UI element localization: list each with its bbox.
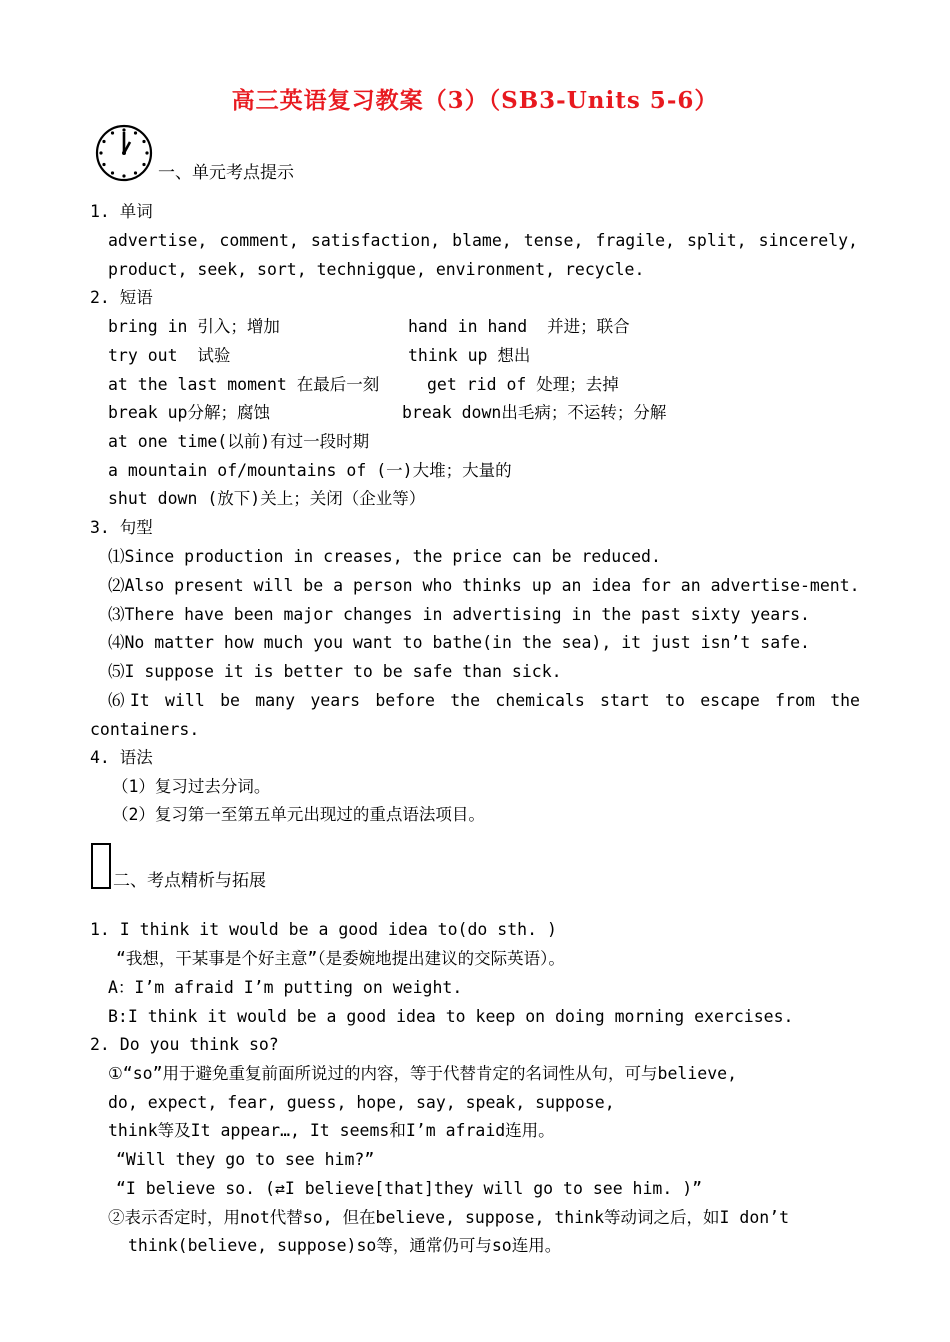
grammar-heading: 4. 语法 (90, 748, 153, 767)
phrase-left: a mountain of/mountains of (一)大堆；大量的 (108, 461, 512, 480)
pattern-sentence-6-cont: containers. (90, 720, 200, 739)
phrase-left: shut down (放下)关上；关闭（企业等） (108, 489, 426, 508)
note-1-line-1: ①“so”用于避免重复前面所说过的内容，等于代替肯定的名词性从句，可与believe, (108, 1064, 737, 1083)
clock-icon (95, 124, 153, 182)
phrase-left: at one time(以前)有过一段时期 (108, 432, 370, 451)
square-box-icon (91, 843, 111, 889)
note-2-line-1: ②表示否定时，用not代替so, 但在believe, suppose, think等动词之后，如I don’t (108, 1208, 790, 1227)
dialog-line-b: B:I think it would be a good idea to keep on doing morning exercises. (108, 1007, 794, 1026)
note-1-line-2: do, expect, fear, guess, hope, say, speak, suppose, (108, 1093, 615, 1112)
section2-heading: 二、考点精析与拓展 (113, 871, 266, 891)
pattern-sentence-1: ⑴Since production in creases, the price can be reduced. (108, 547, 661, 566)
example-answer: “I believe so. (⇄I believe[that]they will go to see him. )” (116, 1179, 703, 1198)
phrase-left: at the last moment 在最后一刻 (108, 375, 380, 394)
phrase-right: break down出毛病；不运转；分解 (402, 403, 667, 422)
phrase-left: break up分解；腐蚀 (108, 403, 270, 422)
pattern-sentence-3: ⑶There have been major changes in advertising in the past sixty years. (108, 605, 810, 624)
phrase-left: try out 试验 (108, 346, 231, 365)
pattern-sentence-2: ⑵Also present will be a person who thinks up an idea for an advertise-ment. (108, 576, 860, 595)
point-1-title: 1. I think it would be a good idea to(do sth. ) (90, 920, 557, 939)
point-1-meaning: “我想，干某事是个好主意”（是委婉地提出建议的交际英语）。 (116, 949, 565, 968)
vocab-line-1: advertise, comment, satisfaction, blame, tense, fragile, split, sincerely, (108, 231, 858, 250)
pattern-sentence-4: ⑷No matter how much you want to bathe(in the sea), it just isn’t safe. (108, 633, 810, 652)
pattern-sentence-5: ⑸I suppose it is better to be safe than sick. (108, 662, 562, 681)
page-title: 高三英语复习教案（3）（SB3-Units 5-6） (231, 87, 719, 114)
phrase-right: hand in hand 并进；联合 (408, 317, 630, 336)
phrases-heading: 2. 短语 (90, 288, 153, 307)
grammar-item-1: （1）复习过去分词。 (112, 777, 271, 796)
grammar-item-2: （2）复习第一至第五单元出现过的重点语法项目。 (112, 805, 485, 824)
pattern-sentence-6: ⑹It will be many years before the chemicals start to escape from the (108, 691, 860, 710)
phrase-left: bring in 引入；增加 (108, 317, 280, 336)
note-1-line-3: think等及It appear…, It seems和I’m afraid连用。 (108, 1121, 555, 1140)
dialog-line-a: A：I’m afraid I’m putting on weight. (108, 978, 463, 997)
vocab-line-2: product, seek, sort, technigque, environment, recycle. (108, 260, 645, 279)
phrase-right: think up 想出 (408, 346, 531, 365)
vocab-heading: 1. 单词 (90, 202, 153, 221)
note-2-line-2: think(believe, suppose)so等，通常仍可与so连用。 (128, 1236, 562, 1255)
point-2-title: 2. Do you think so? (90, 1035, 279, 1054)
section1-heading: 一、单元考点提示 (158, 163, 294, 183)
patterns-heading: 3. 句型 (90, 518, 153, 537)
phrase-right: get rid of 处理；去掉 (427, 375, 619, 394)
example-question: “Will they go to see him?” (116, 1150, 375, 1169)
